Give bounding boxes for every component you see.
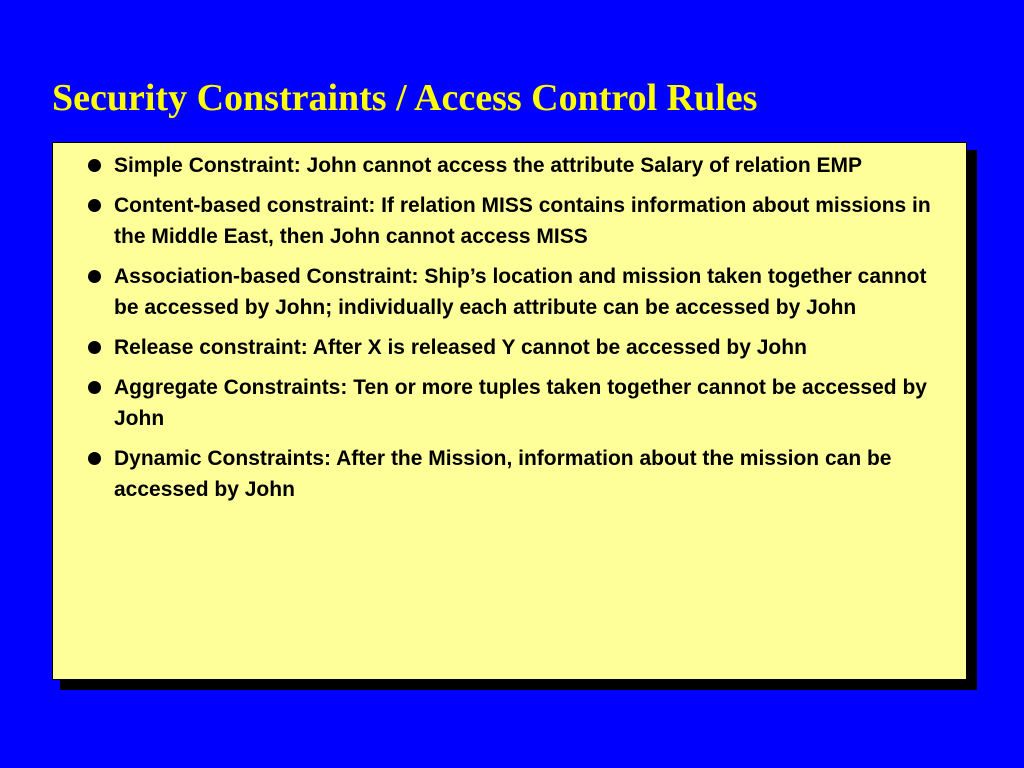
bullet-item-association-based-constraint <box>87 261 947 323</box>
bullet-item-aggregate-constraints <box>87 372 947 434</box>
bullet-item-content-based-constraint <box>87 190 947 252</box>
bullet-dot-icon <box>88 270 101 283</box>
bullet-text: Dynamic Constraints: After the Mission, information about the mission can be accessed by John <box>114 447 892 501</box>
content-panel <box>52 142 967 680</box>
bullet-dot-icon <box>88 381 101 394</box>
bullet-dot-icon <box>88 199 101 212</box>
bullet-text: Content-based constraint: If relation MISS contains information about missions in the Middle East, then John cannot access MISS <box>114 194 931 248</box>
bullet-dot-icon <box>88 341 101 354</box>
bullet-text: Aggregate Constraints: Ten or more tuples taken together cannot be accessed by John <box>114 376 927 430</box>
bullet-text: Release constraint: After X is released Y cannot be accessed by John <box>114 336 807 359</box>
bullet-list <box>87 150 947 514</box>
bullet-text: Simple Constraint: John cannot access the attribute Salary of relation EMP <box>114 154 862 177</box>
bullet-dot-icon <box>88 452 101 465</box>
bullet-text: Association-based Constraint: Ship’s location and mission taken together cannot be accessed by John; individually each attribute can be accessed by John <box>114 265 927 319</box>
bullet-dot-icon <box>88 159 101 172</box>
bullet-item-simple-constraint <box>87 150 947 181</box>
bullet-item-dynamic-constraints <box>87 443 947 505</box>
slide-title: Security Constraints / Access Control Rules <box>52 77 758 119</box>
bullet-item-release-constraint <box>87 332 947 363</box>
